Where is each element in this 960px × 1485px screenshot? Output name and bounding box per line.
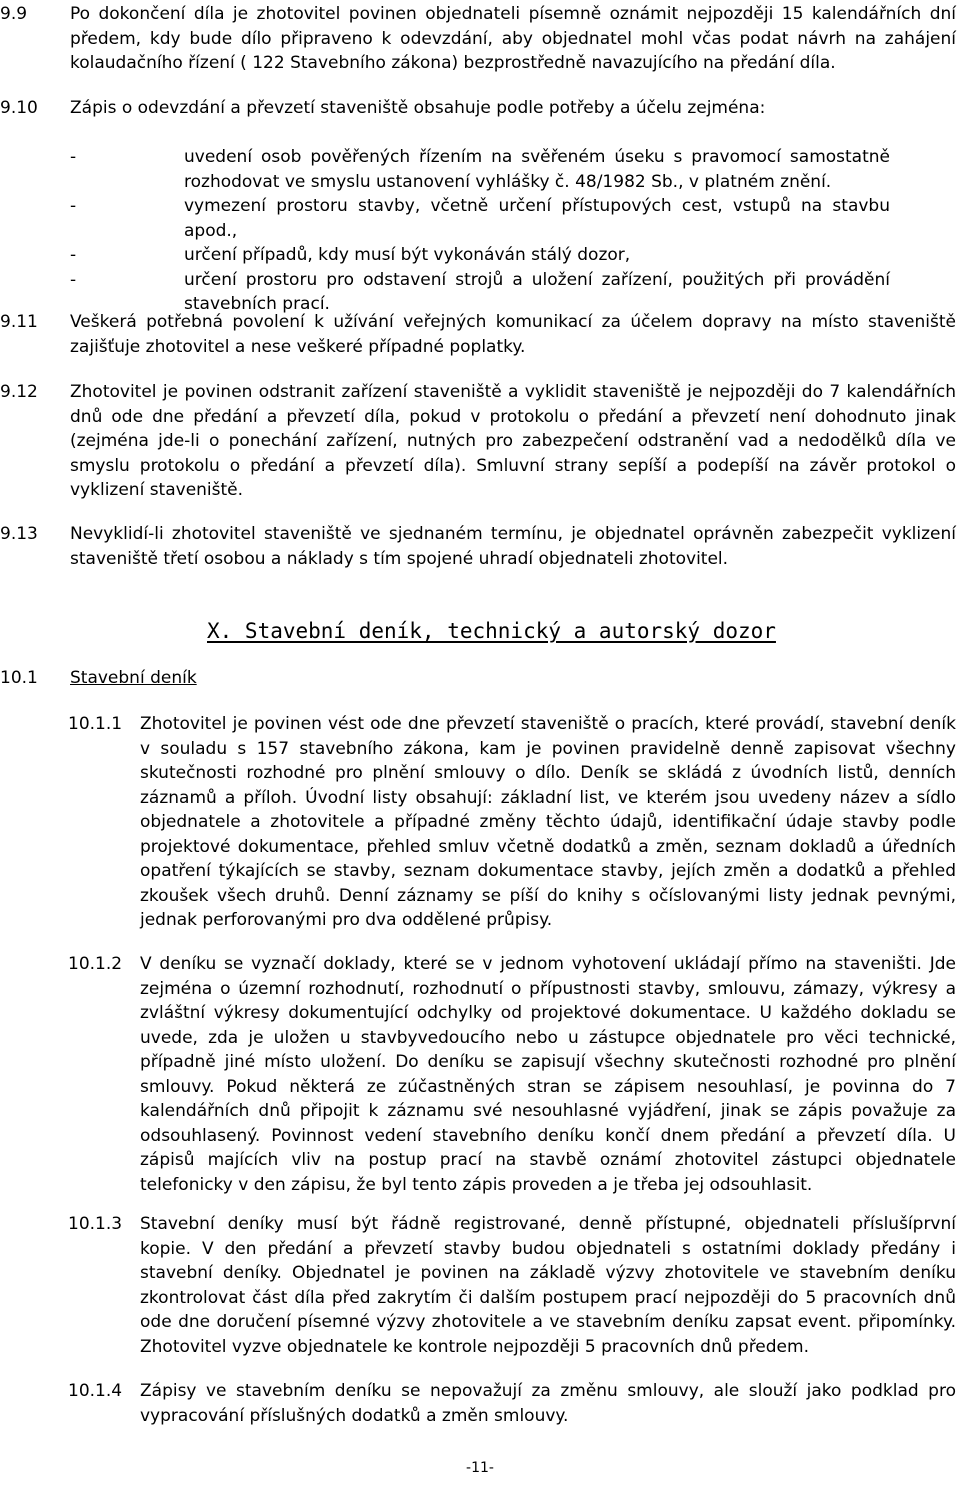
bullet-item: - určení prostoru pro odstavení strojů a uložení zařízení, použitých při provádění stavebních prací. bbox=[70, 269, 890, 314]
clause-text: Zápis o odevzdání a převzetí staveniště obsahuje podle potřeby a účelu zejména: bbox=[70, 98, 766, 118]
clause-text: Nevyklidí-li zhotovitel staveniště ve sjednaném termínu, je objednatel oprávněn zabezpečit vyklizení staveniště třetí osobou a náklady s tím spojené uhradí objednateli zhotovitel. bbox=[70, 524, 956, 569]
clause-10-1-3 bbox=[0, 1212, 960, 1360]
bullet-item: - určení případů, kdy musí být vykonáván stálý dozor, bbox=[70, 245, 631, 265]
clause-10-1-2 bbox=[0, 952, 960, 1198]
clause-9-13 bbox=[0, 522, 960, 572]
clause-text: V deníku se vyznačí doklady, které se v jednom vyhotovení ukládají přímo na staveništi. Jde zejména o územní rozhodnutí, rozhodnutí o přípustnosti stavby, smlouvu, zámazy, výkresy a zvláštní výkresy dokumentující odchylky od projektové dokumentace. U každého dokladu se uvede, zda je uložen u stavbyvedoucího nebo u zástupce objednatele pro věci technické, případně jiné místo uložení. Do deníku se zapisují všechny skutečnosti rozhodné pro plnění smlouvy. Pokud některá ze zúčastněných stran se zápisem nesouhlasí, je povinna do 7 kalendářních dnů připojit k záznamu své nesouhlasné vyjádření, jinak se zápis považuje za odsouhlasený. Povinnost vedení stavebního deníku končí dnem předání a převzetí díla. U zápisů majících vliv na postup prací na stavbě oznámí zhotovitel zástupci objednatele telefonicky v den zápisu, že byl tento zápis proveden a je třeba jej odsouhlasit. bbox=[140, 954, 956, 1195]
clause-text: Zhotovitel je povinen vést ode dne převzetí staveniště o pracích, které provádí, stavební deník v souladu s 157 stavebního zákona, kam je povinen pravidelně denně zapisovat všechny skutečnosti rozhodné pro plnění smlouvy o dílo. Deník se skládá z úvodních listů, denních záznamů a příloh. Úvodní listy obsahují: základní list, ve kterém jsou uvedeny název a sídlo objednatele a zhotovitele a případné změny těchto údajů, identifikační údaje stavby podle projektové dokumentace, přehled smluv včetně dodatků a změn, seznam dokladů a úředních opatření týkajících se stavby, seznam dokumentace stavby, jejích změn a dodatků a přehled zkoušek všech druhů. Denní záznamy se píší do knihy s očíslovanými listy jednak pevnými, jednak perforovanými pro dva oddělené průpisy. bbox=[140, 714, 956, 930]
clause-number: 10.1.4 bbox=[68, 1381, 123, 1401]
clause-text: Zápisy ve stavebním deníku se nepovažují za změnu smlouvy, ale slouží jako podklad pro vypracování příslušných dodatků a změn smlouvy. bbox=[140, 1381, 956, 1426]
clause-number: 10.1.3 bbox=[68, 1214, 123, 1234]
clause-number: 9.13 bbox=[0, 524, 38, 544]
clause-number: 9.9 bbox=[0, 4, 28, 24]
page-number: -11- bbox=[466, 1460, 494, 1476]
clause-number: 9.10 bbox=[0, 98, 38, 118]
clause-text: Veškerá potřebná povolení k užívání veřejných komunikací za účelem dopravy na místo staveniště zajišťuje zhotovitel a nese veškeré případné poplatky. bbox=[70, 312, 956, 357]
clause-10-1-1 bbox=[0, 712, 960, 934]
clause-9-11 bbox=[0, 310, 960, 360]
clause-text: Stavební deníky musí být řádně registrované, denně přístupné, objednateli příslušíprvní kopie. V den předání a převzetí stavby budou objednateli s ostatními doklady předány i stavební deníky. Objednatel je povinen na základě výzvy zhotovitele ve stavebním deníku zkontrolovat část díla před zakrytím či dalším postupem prací nejpozději do 5 pracovních dnů ode dne doručení písemné výzvy zhotovitele a ve stavebním deníku zapsat event. připomínky. Zhotovitel vyzve objednatele ke kontrole nejpozději 5 pracovních dnů předem. bbox=[140, 1214, 956, 1357]
bullet-item: - uvedení osob pověřených řízením na svěřeném úseku s pravomocí samostatně rozhodovat ve smyslu ustanovení vyhlášky č. 48/1982 Sb., v platném znění. bbox=[70, 147, 890, 192]
bullet-item: - vymezení prostoru stavby, včetně určení přístupových cest, vstupů na stavbu apod., bbox=[70, 196, 890, 241]
bullet-list bbox=[70, 145, 890, 317]
clause-9-10 bbox=[0, 96, 960, 121]
clause-9-9 bbox=[0, 2, 960, 76]
clause-9-12 bbox=[0, 380, 960, 504]
clause-number: 9.11 bbox=[0, 312, 38, 332]
clause-number: 9.12 bbox=[0, 382, 38, 402]
clause-10-1-4 bbox=[0, 1379, 960, 1429]
clause-text: Po dokončení díla je zhotovitel povinen objednateli písemně oznámit nejpozději 15 kalendářních dní předem, kdy bude dílo připraveno k odevzdání, aby objednatel mohl včas podat návrh na zahájení kolaudačního řízení ( 122 Stavebního zákona) bezprostředně navazujícího na předání díla. bbox=[70, 4, 956, 73]
section-heading: X. Stavební deník, technický a autorský dozor bbox=[207, 619, 776, 643]
subsection-label: Stavební deník bbox=[70, 668, 197, 688]
clause-text: Zhotovitel je povinen odstranit zařízení staveniště a vyklidit staveniště je nejpozději do 7 kalendářních dnů ode dne předání a převzetí díla, pokud v protokolu o předání a převzetí není dohodnuto jinak (zejména jde-li o ponechání zařízení, nutných pro zabezpečení odstranění vad a nedodělků díla ve smyslu protokolu o předání a převzetí díla). Smluvní strany sepíší a podepíší na závěr protokol o vyklizení staveniště. bbox=[70, 382, 956, 500]
clause-number: 10.1.1 bbox=[68, 714, 123, 734]
subsection-number: 10.1 bbox=[0, 668, 38, 688]
clause-number: 10.1.2 bbox=[68, 954, 123, 974]
